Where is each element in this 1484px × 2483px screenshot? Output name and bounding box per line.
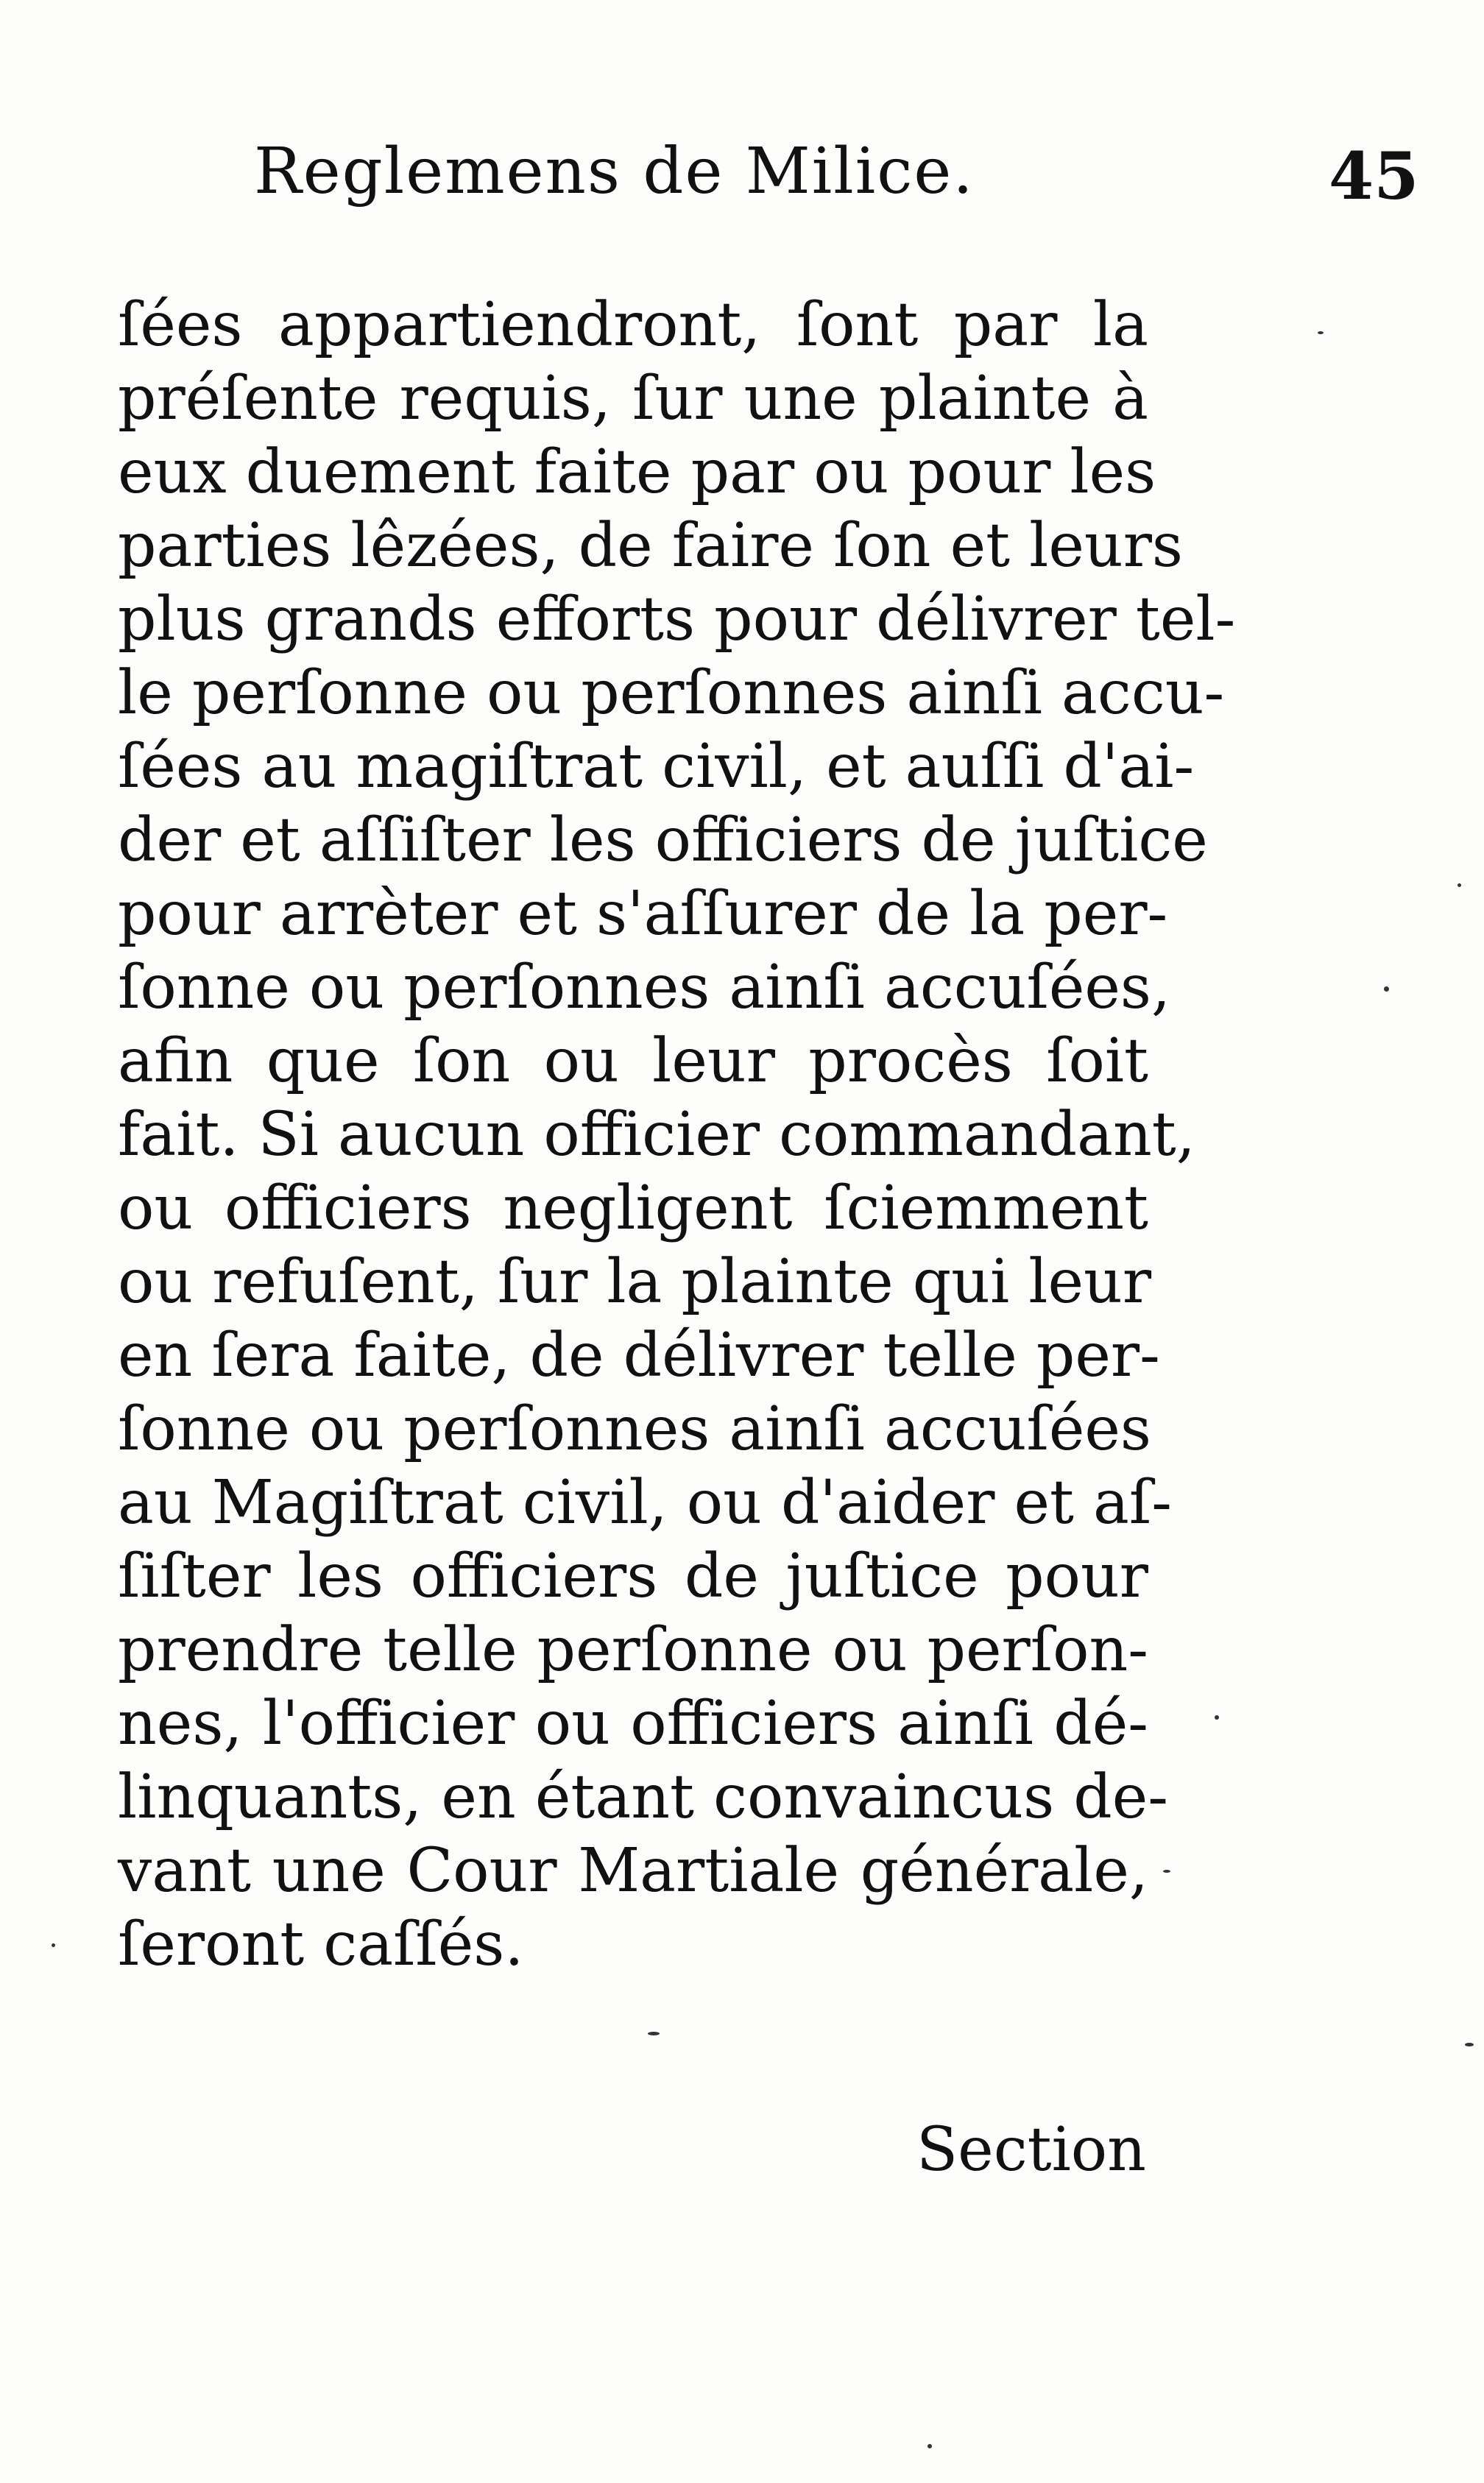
- text-line: afin que ſon ou leur procès ſoit: [118, 1026, 1148, 1096]
- body-text: [118, 289, 1236, 1982]
- text-line: plus grands efforts pour délivrer tel-: [118, 584, 1236, 654]
- text-line: le perſonne ou perſonnes ainſi accu-: [118, 658, 1225, 728]
- text-line: der et aſſiſter les officiers de juſtice: [118, 805, 1208, 875]
- text-line: ſées appartiendront, ſont par la: [118, 290, 1148, 360]
- text-line: prendre telle perſonne ou perſon-: [118, 1615, 1148, 1685]
- text-line: en ſera faite, de délivrer telle per-: [118, 1321, 1160, 1391]
- paper-speck: [1318, 331, 1324, 334]
- text-line: fait. Si aucun officier commandant,: [118, 1100, 1195, 1170]
- paper-speck: [928, 2444, 932, 2448]
- text-line: vant une Cour Martiale générale,: [118, 1836, 1148, 1906]
- text-line: ou refuſent, ſur la plainte qui leur: [118, 1247, 1152, 1317]
- text-line: préſente requis, ſur une plainte à: [118, 364, 1148, 434]
- text-line: parties lêzées, de faire ſon et leurs: [118, 511, 1183, 581]
- paper-speck: [52, 1943, 55, 1947]
- text-line: ſonne ou perſonnes ainſi accuſées: [118, 1394, 1152, 1464]
- text-line: ſeront caſſés.: [118, 1910, 524, 1979]
- text-line: eux duement faite par ou pour les: [118, 437, 1156, 507]
- paper-speck: [1465, 2043, 1474, 2046]
- text-line: ſiſter les officiers de juſtice pour: [118, 1541, 1148, 1611]
- paper-speck: [1215, 1715, 1219, 1720]
- text-line: linquants, en étant convaincus de-: [118, 1762, 1168, 1832]
- text-line: ſées au magiſtrat civil, et auſſi d'ai-: [118, 732, 1195, 802]
- running-title: Reglemens de Milice.: [254, 135, 975, 208]
- paper-speck: [1163, 1870, 1170, 1873]
- catchword: Section: [916, 2115, 1146, 2185]
- text-line: pour arrèter et s'aſſurer de la per-: [118, 879, 1168, 949]
- text-line: nes, l'officier ou officiers ainſi dé-: [118, 1689, 1148, 1759]
- paper-speck: [648, 2032, 660, 2035]
- text-line: ou officiers negligent ſciemment: [118, 1173, 1148, 1243]
- text-line: ſonne ou perſonnes ainſi accuſées,: [118, 953, 1171, 1022]
- page-number: 45: [1329, 138, 1419, 214]
- paper-speck: [1458, 883, 1461, 887]
- text-line: au Magiſtrat civil, ou d'aider et aſ-: [118, 1468, 1172, 1538]
- paper-speck: [1384, 986, 1389, 992]
